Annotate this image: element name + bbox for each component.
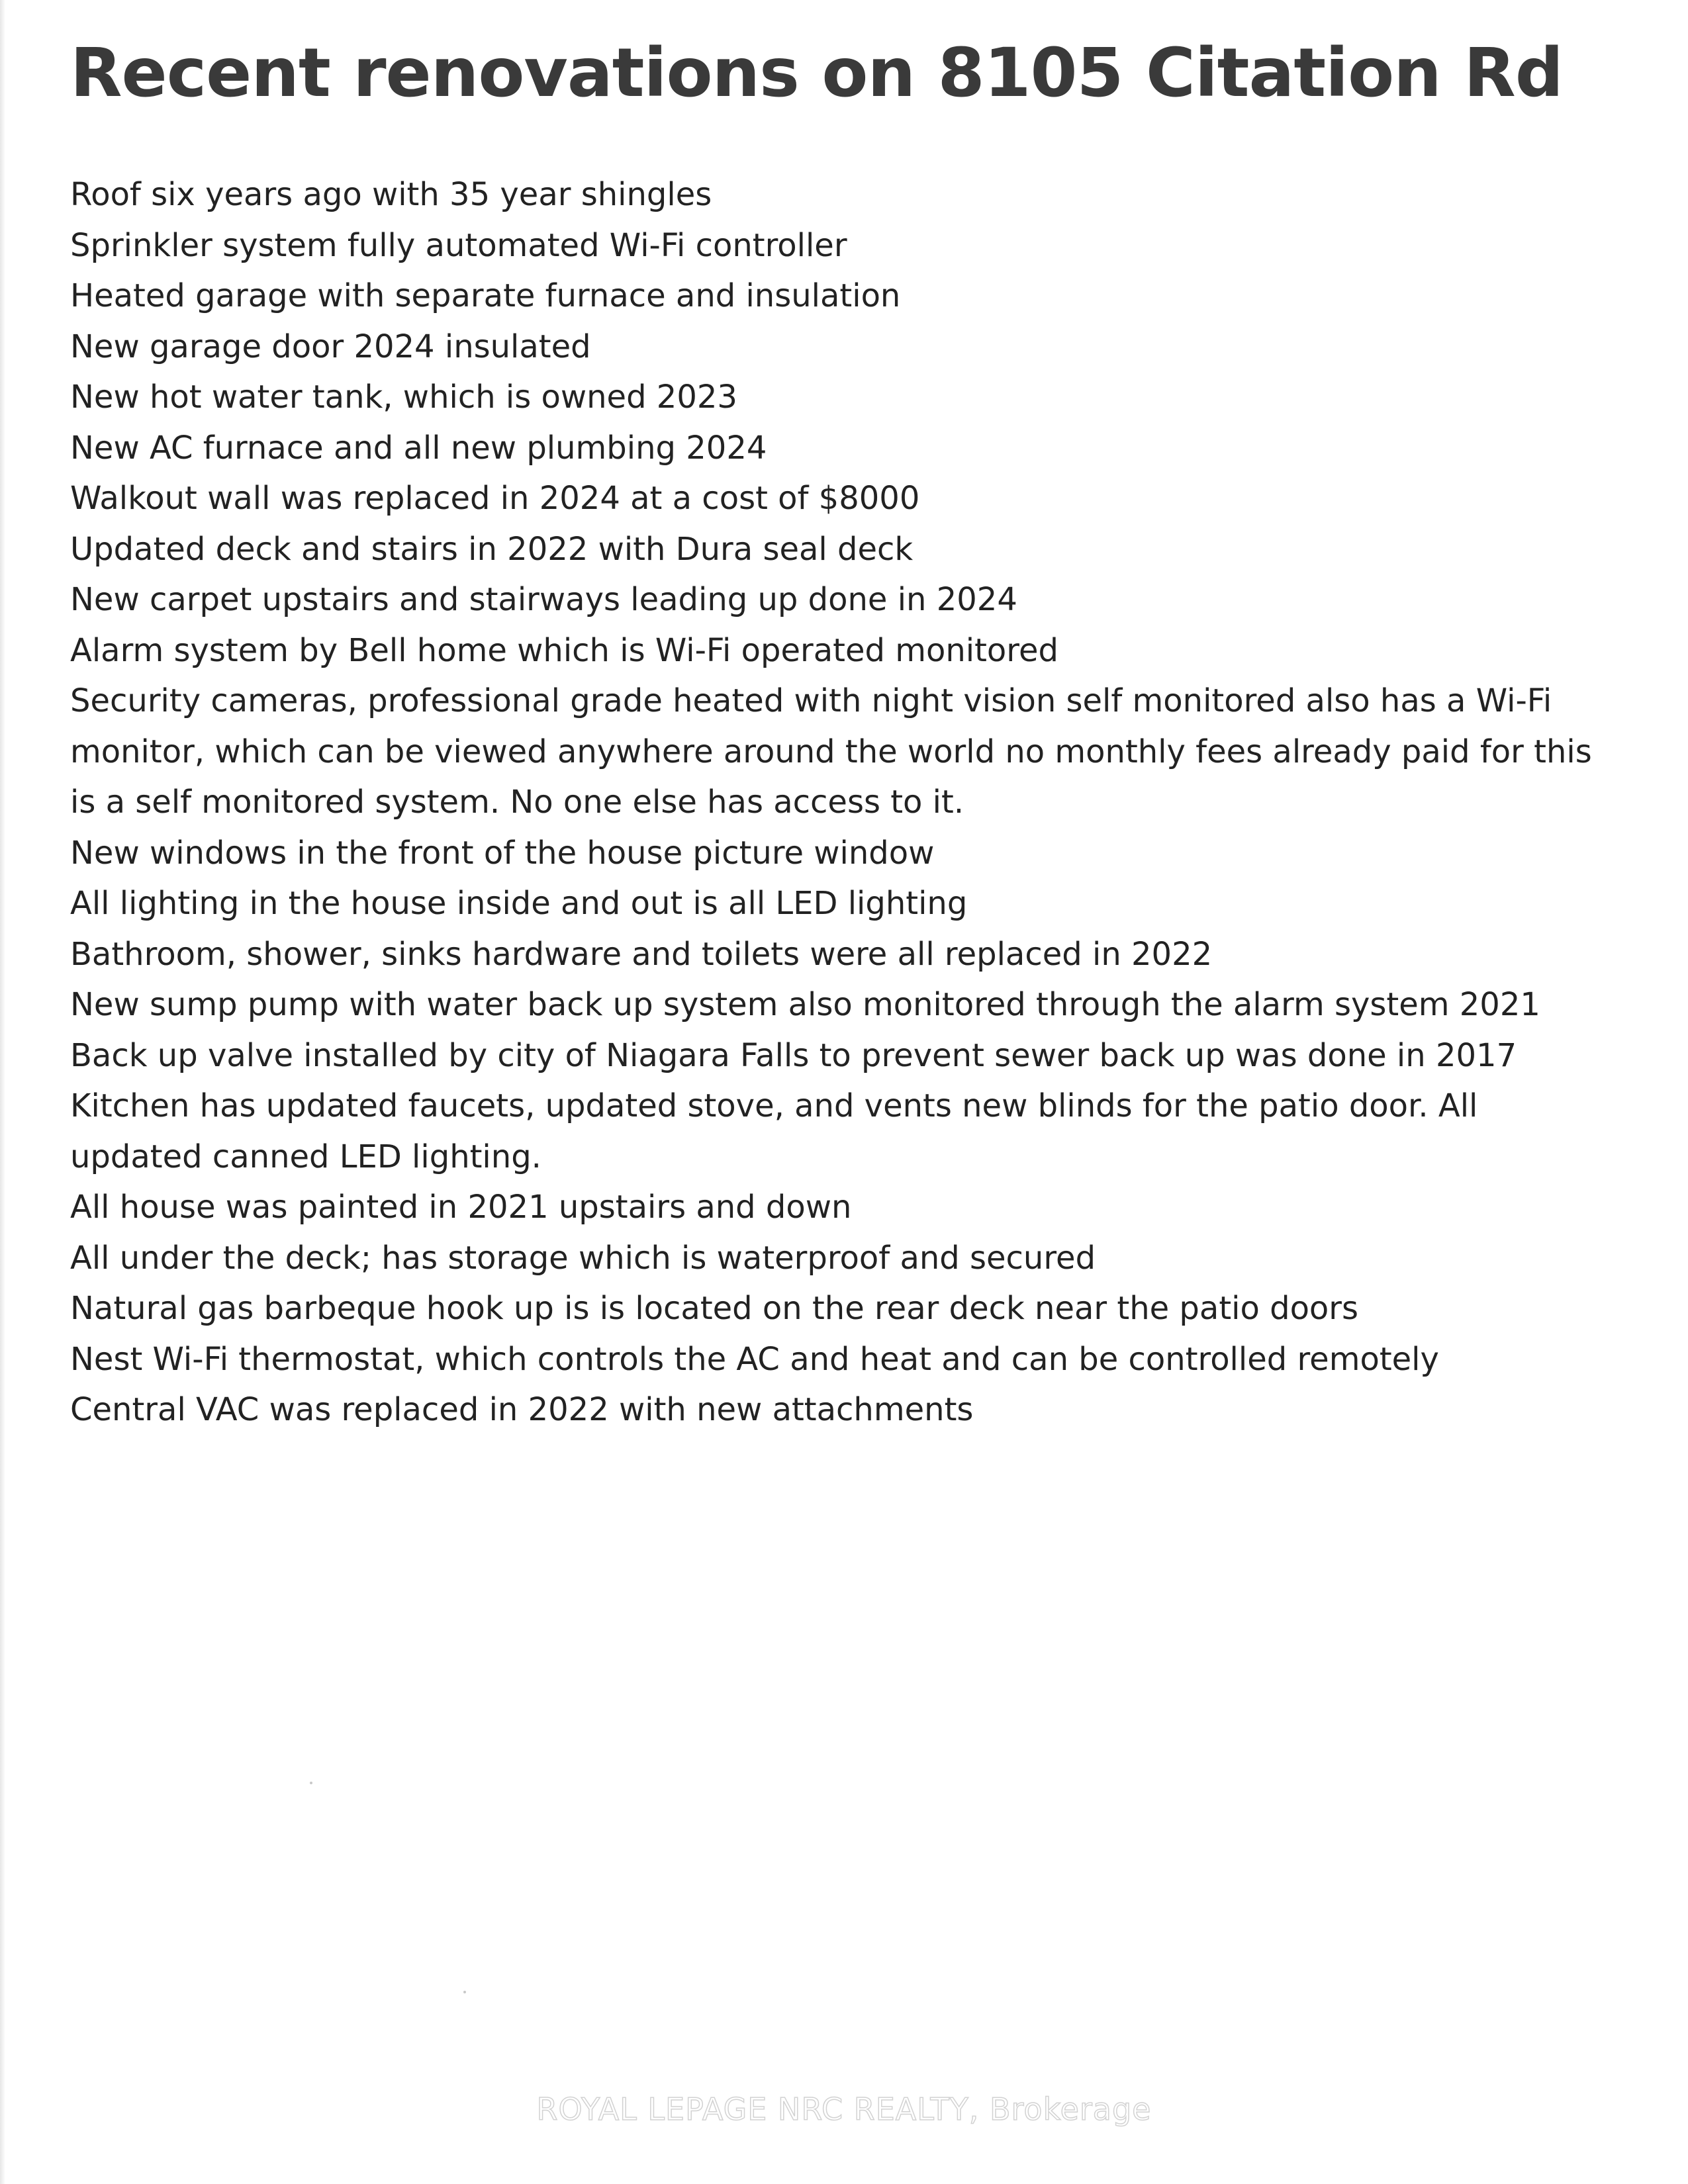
renovation-item: Roof six years ago with 35 year shingles — [70, 176, 712, 213]
scan-speck — [310, 1782, 312, 1784]
renovation-item: New sump pump with water back up system also monitored through the alarm system 2021 — [70, 986, 1540, 1023]
renovation-item: New windows in the front of the house picture window — [70, 834, 935, 872]
renovation-item: All lighting in the house inside and out is all LED lighting — [70, 885, 968, 922]
renovation-item: Bathroom, shower, sinks hardware and toilets were all replaced in 2022 — [70, 935, 1213, 973]
renovation-item: All under the deck; has storage which is waterproof and secured — [70, 1239, 1096, 1277]
renovation-item: New carpet upstairs and stairways leading up done in 2024 — [70, 581, 1017, 618]
renovation-item: Natural gas barbeque hook up is is located on the rear deck near the patio doors — [70, 1290, 1359, 1327]
renovation-item: New AC furnace and all new plumbing 2024 — [70, 429, 767, 467]
renovation-item: Nest Wi-Fi thermostat, which controls the AC and heat and can be controlled remotely — [70, 1340, 1439, 1378]
renovation-item: Security cameras, professional grade heated with night vision self monitored also has a Wi-Fi monitor, which can be viewed anywhere around the world no monthly fees already paid for this is a self monitored system. No one else has access to it. — [70, 682, 1592, 821]
renovation-item: Updated deck and stairs in 2022 with Dura seal deck — [70, 530, 914, 568]
renovation-item: Kitchen has updated faucets, updated stove, and vents new blinds for the patio door. All updated canned LED lighting. — [70, 1087, 1478, 1175]
renovation-item: New hot water tank, which is owned 2023 — [70, 379, 737, 416]
renovation-item: Heated garage with separate furnace and insulation — [70, 277, 901, 314]
renovation-item: All house was painted in 2021 upstairs and down — [70, 1189, 852, 1226]
renovation-item: Back up valve installed by city of Niagara Falls to prevent sewer back up was done in 2017 — [70, 1036, 1517, 1074]
scan-speck — [463, 1991, 466, 1993]
renovation-item: Central VAC was replaced in 2022 with new attachments — [70, 1391, 974, 1428]
scan-edge — [0, 0, 5, 2184]
document-page — [70, 24, 1646, 1428]
renovation-list — [70, 169, 1646, 1435]
renovation-item: Alarm system by Bell home which is Wi-Fi operated monitored — [70, 631, 1058, 669]
document-title: Recent renovations on 8105 Citation Rd — [70, 34, 1563, 113]
renovation-item: Walkout wall was replaced in 2024 at a cost of $8000 — [70, 480, 920, 517]
renovation-item: Sprinkler system fully automated Wi-Fi controller — [70, 226, 847, 264]
renovation-item: New garage door 2024 insulated — [70, 328, 591, 365]
brokerage-watermark: ROYAL LEPAGE NRC REALTY, Brokerage — [536, 2091, 1152, 2127]
